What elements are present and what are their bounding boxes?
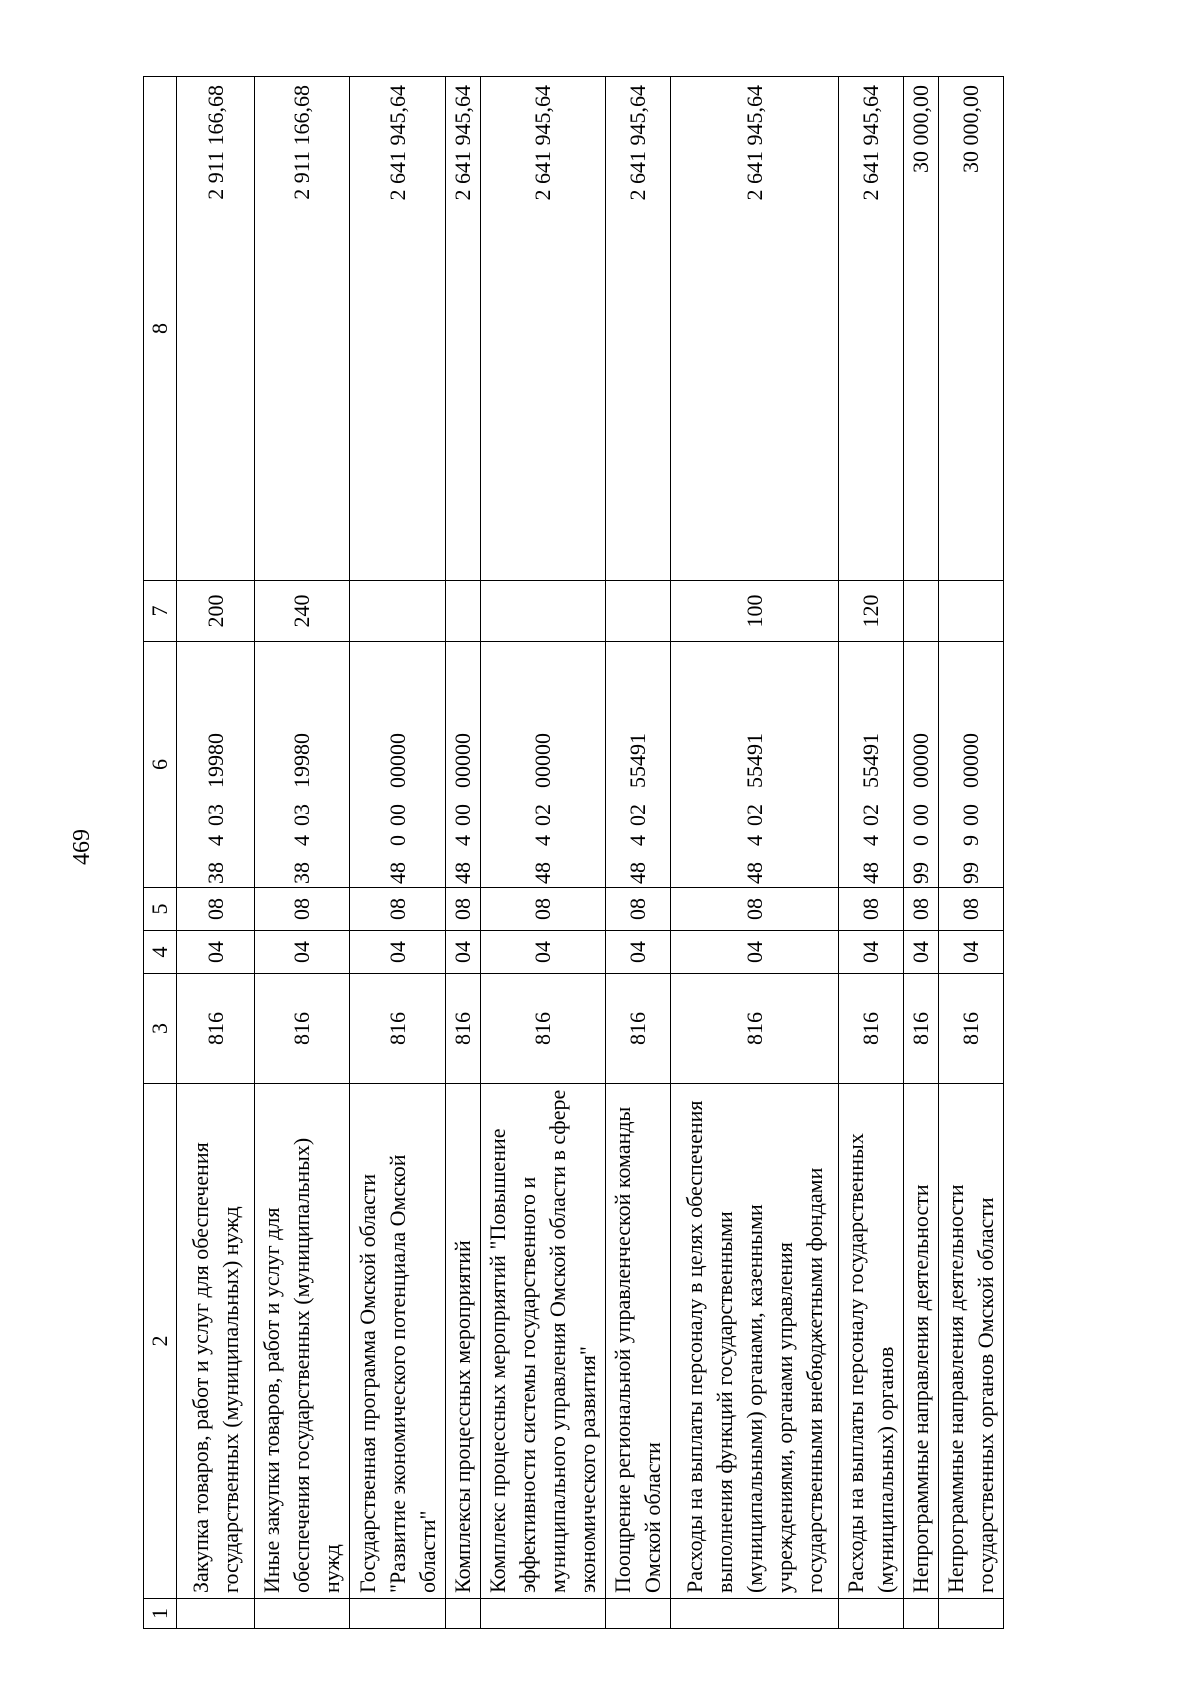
target-article-cell <box>481 642 606 888</box>
row-number-cell <box>606 1599 671 1629</box>
row-number-cell <box>671 1599 839 1629</box>
section-code-cell: 04 <box>939 931 1004 974</box>
section-code-cell: 04 <box>839 931 904 974</box>
subsection-code-cell: 08 <box>177 888 255 931</box>
row-name-cell: Расходы на выплаты персоналу государственных (муниципальных) органов <box>839 1084 904 1599</box>
amount-cell: 2 911 166,68 <box>255 77 350 581</box>
amount-cell: 30 000,00 <box>904 77 939 581</box>
target-article-part: 03 <box>289 804 314 826</box>
grbs-code-cell: 816 <box>939 974 1004 1084</box>
header-col-8: 8 <box>144 77 177 581</box>
target-article-part: 0 <box>384 835 410 846</box>
target-article-part: 00000 <box>450 733 475 788</box>
header-row <box>144 77 177 1629</box>
target-article-part: 48 <box>625 862 650 884</box>
target-article-part: 02 <box>530 804 555 826</box>
row-name-cell: Непрограммные направления деятельности государственных органов Омской области <box>939 1084 1004 1599</box>
target-article-part: 99 <box>958 862 983 884</box>
header-col-3: 3 <box>144 974 177 1084</box>
target-article-part: 38 <box>202 862 228 884</box>
table-row <box>839 77 904 1629</box>
target-article-cell <box>255 642 350 888</box>
expense-type-cell <box>481 581 606 642</box>
target-article-part: 48 <box>384 862 410 884</box>
target-article-cell <box>939 642 1004 888</box>
amount-cell: 30 000,00 <box>939 77 1004 581</box>
target-article-part: 4 <box>741 835 767 846</box>
section-code-cell: 04 <box>350 931 446 974</box>
row-name-cell: Закупка товаров, работ и услуг для обеспечения государственных (муниципальных) нужд <box>177 1084 255 1599</box>
target-article-part: 00000 <box>384 733 410 788</box>
table-row <box>446 77 481 1629</box>
target-article-part: 55491 <box>858 733 883 788</box>
row-name-cell: Непрограммные направления деятельности <box>904 1084 939 1599</box>
subsection-code-cell: 08 <box>481 888 606 931</box>
row-number-cell <box>481 1599 606 1629</box>
row-name-cell: Комплексы процессных мероприятий <box>446 1084 481 1599</box>
amount-cell: 2 641 945,64 <box>481 77 606 581</box>
target-article-part: 19980 <box>289 733 314 788</box>
section-code-cell: 04 <box>671 931 839 974</box>
subsection-code-cell: 08 <box>671 888 839 931</box>
target-article-part: 48 <box>858 862 883 884</box>
expense-type-cell <box>606 581 671 642</box>
amount-cell: 2 641 945,64 <box>671 77 839 581</box>
table-row <box>255 77 350 1629</box>
header-col-5: 5 <box>144 888 177 931</box>
target-article-part: 00000 <box>530 733 555 788</box>
table-row <box>671 77 839 1629</box>
target-article-part: 4 <box>858 835 883 846</box>
target-article-part: 9 <box>958 835 983 846</box>
amount-cell: 2 911 166,68 <box>177 77 255 581</box>
section-code-cell: 04 <box>481 931 606 974</box>
target-article-part: 55491 <box>741 733 767 788</box>
expense-type-cell <box>446 581 481 642</box>
subsection-code-cell: 08 <box>606 888 671 931</box>
section-code-cell: 04 <box>904 931 939 974</box>
row-name-cell: Иные закупки товаров, работ и услуг для обеспечения государственных (муниципальных) нужд <box>255 1084 350 1599</box>
grbs-code-cell: 816 <box>839 974 904 1084</box>
subsection-code-cell: 08 <box>350 888 446 931</box>
target-article-part: 4 <box>625 835 650 846</box>
target-article-part: 4 <box>530 835 555 846</box>
subsection-code-cell: 08 <box>839 888 904 931</box>
target-article-part: 99 <box>908 862 933 884</box>
target-article-cell <box>606 642 671 888</box>
table-row <box>177 77 255 1629</box>
grbs-code-cell: 816 <box>481 974 606 1084</box>
grbs-code-cell: 816 <box>255 974 350 1084</box>
row-number-cell <box>177 1599 255 1629</box>
table-row <box>904 77 939 1629</box>
subsection-code-cell: 08 <box>446 888 481 931</box>
amount-cell: 2 641 945,64 <box>446 77 481 581</box>
budget-table <box>143 76 1004 1629</box>
target-article-part: 02 <box>625 804 650 826</box>
header-col-2: 2 <box>144 1084 177 1599</box>
expense-type-cell <box>939 581 1004 642</box>
header-col-1: 1 <box>144 1599 177 1629</box>
header-col-4: 4 <box>144 931 177 974</box>
row-number-cell <box>839 1599 904 1629</box>
row-name-cell: Государственная программа Омской области "Развитие экономического потенциала Омской области" <box>350 1084 446 1599</box>
target-article-part: 00000 <box>958 733 983 788</box>
target-article-part: 02 <box>741 804 767 826</box>
page-number: 469 <box>69 829 95 865</box>
row-number-cell <box>350 1599 446 1629</box>
amount-cell: 2 641 945,64 <box>839 77 904 581</box>
target-article-part: 4 <box>202 835 228 846</box>
expense-type-cell <box>904 581 939 642</box>
amount-cell: 2 641 945,64 <box>350 77 446 581</box>
row-number-cell <box>939 1599 1004 1629</box>
target-article-part: 0 <box>908 835 933 846</box>
row-name-cell: Расходы на выплаты персоналу в целях обеспечения выполнения функций государственными (муниципальными) органами, казенными учреждениями, органами управления государственными внебюджетными фондами <box>671 1084 839 1599</box>
row-name-cell: Комплекс процессных мероприятий "Повышение эффективности системы государственного и муниципального управления Омской области в сфере экономического развития" <box>481 1084 606 1599</box>
grbs-code-cell: 816 <box>671 974 839 1084</box>
table-row <box>350 77 446 1629</box>
target-article-part: 02 <box>858 804 883 826</box>
row-name-cell: Поощрение региональной управленческой команды Омской области <box>606 1084 671 1599</box>
target-article-cell <box>350 642 446 888</box>
target-article-part: 03 <box>202 804 228 826</box>
target-article-part: 48 <box>741 862 767 884</box>
row-number-cell <box>904 1599 939 1629</box>
grbs-code-cell: 816 <box>606 974 671 1084</box>
subsection-code-cell: 08 <box>939 888 1004 931</box>
target-article-part: 48 <box>530 862 555 884</box>
header-col-6: 6 <box>144 642 177 888</box>
target-article-cell <box>671 642 839 888</box>
amount-cell: 2 641 945,64 <box>606 77 671 581</box>
row-number-cell <box>255 1599 350 1629</box>
subsection-code-cell: 08 <box>255 888 350 931</box>
section-code-cell: 04 <box>606 931 671 974</box>
target-article-part: 00000 <box>908 733 933 788</box>
table-row <box>939 77 1004 1629</box>
target-article-cell <box>446 642 481 888</box>
rotated-page <box>143 77 1068 1629</box>
target-article-part: 00 <box>450 804 475 826</box>
expense-type-cell: 120 <box>839 581 904 642</box>
section-code-cell: 04 <box>177 931 255 974</box>
expense-type-cell: 200 <box>177 581 255 642</box>
section-code-cell: 04 <box>255 931 350 974</box>
target-article-part: 4 <box>289 835 314 846</box>
target-article-cell <box>839 642 904 888</box>
grbs-code-cell: 816 <box>904 974 939 1084</box>
target-article-cell <box>177 642 255 888</box>
target-article-part: 19980 <box>202 733 228 788</box>
subsection-code-cell: 08 <box>904 888 939 931</box>
grbs-code-cell: 816 <box>177 974 255 1084</box>
target-article-part: 48 <box>450 862 475 884</box>
grbs-code-cell: 816 <box>350 974 446 1084</box>
row-number-cell <box>446 1599 481 1629</box>
target-article-part: 55491 <box>625 733 650 788</box>
expense-type-cell <box>350 581 446 642</box>
target-article-part: 4 <box>450 835 475 846</box>
target-article-cell <box>904 642 939 888</box>
header-col-7: 7 <box>144 581 177 642</box>
target-article-part: 00 <box>384 804 410 826</box>
section-code-cell: 04 <box>446 931 481 974</box>
target-article-part: 38 <box>289 862 314 884</box>
target-article-part: 00 <box>958 804 983 826</box>
expense-type-cell: 100 <box>671 581 839 642</box>
expense-type-cell: 240 <box>255 581 350 642</box>
target-article-part: 00 <box>908 804 933 826</box>
table-row <box>481 77 606 1629</box>
grbs-code-cell: 816 <box>446 974 481 1084</box>
table-row <box>606 77 671 1629</box>
